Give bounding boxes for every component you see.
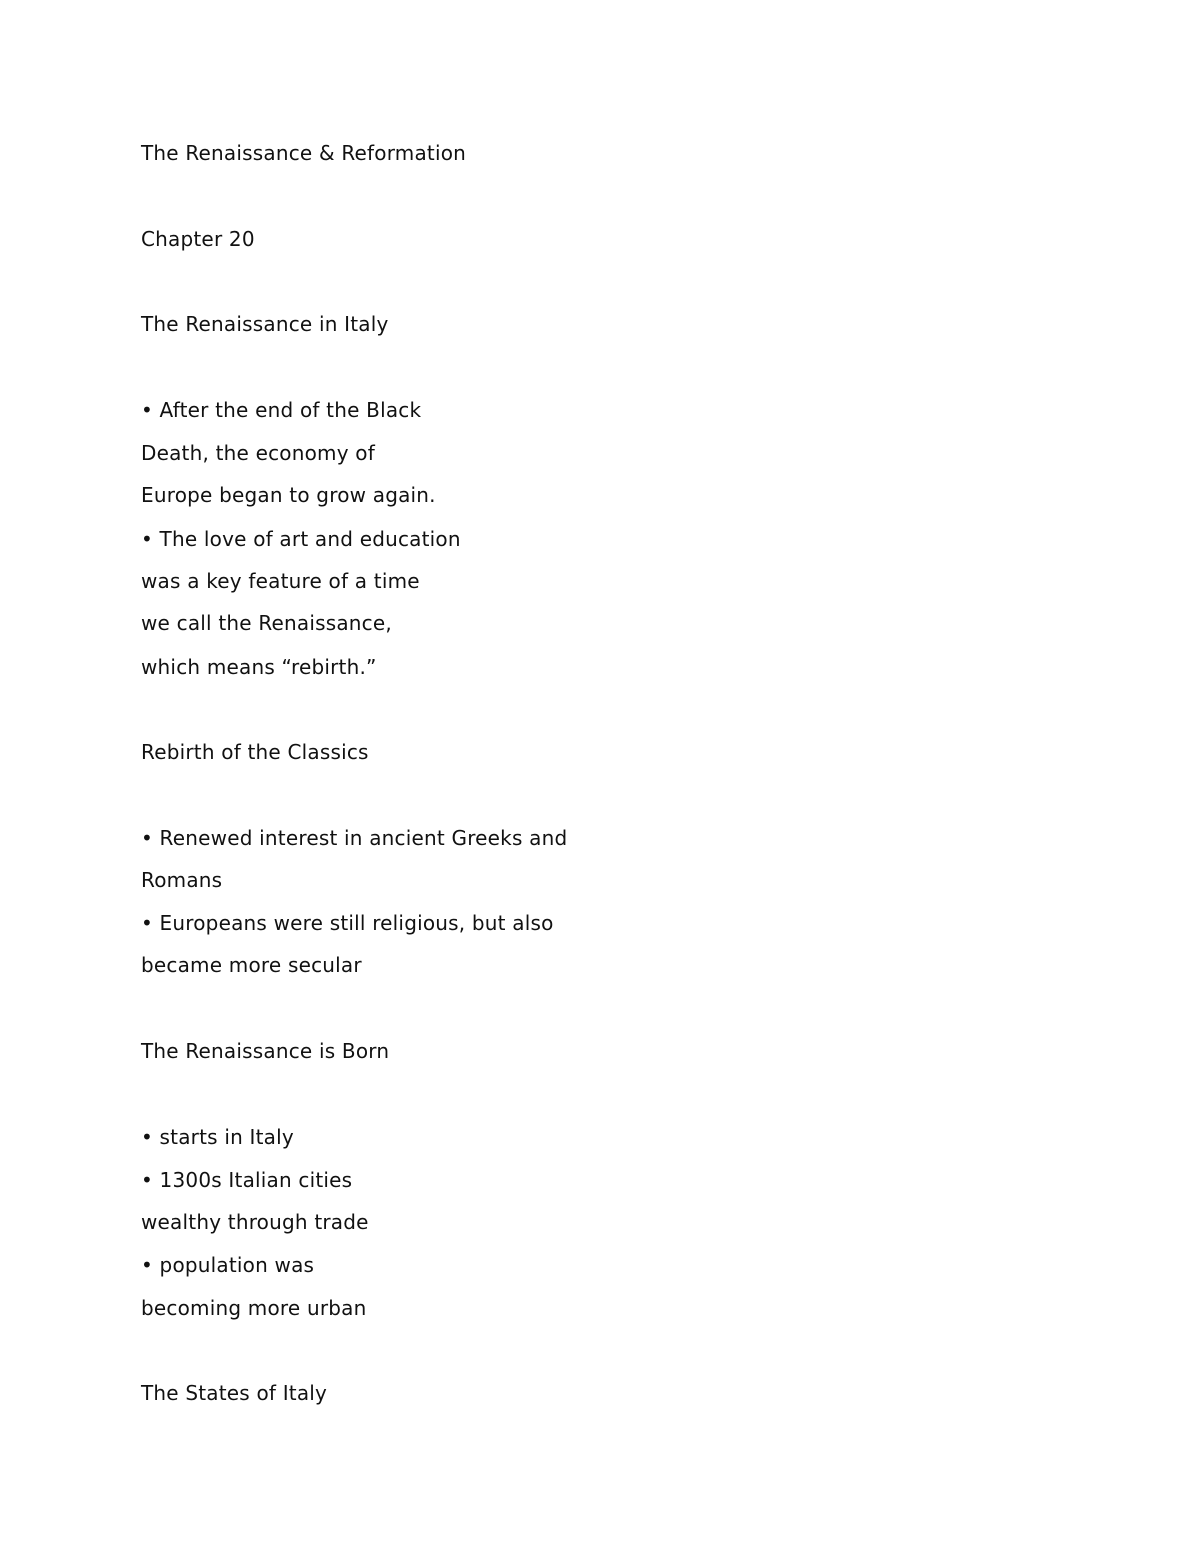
section-heading: The States of Italy (141, 1381, 328, 1405)
section-heading: The Renaissance is Born (141, 1039, 390, 1063)
text-line: becoming more urban (141, 1296, 367, 1320)
text-line: became more secular (141, 953, 362, 977)
text-line: • population was (141, 1253, 315, 1277)
section-heading: Rebirth of the Classics (141, 740, 369, 764)
text-line: Romans (141, 868, 223, 892)
text-line: Europe began to grow again. (141, 483, 436, 507)
text-line: was a key feature of a time (141, 569, 420, 593)
chapter-label: Chapter 20 (141, 227, 255, 251)
text-line: • 1300s Italian cities (141, 1168, 353, 1192)
text-line: we call the Renaissance, (141, 611, 392, 635)
text-line: • The love of art and education (141, 527, 461, 551)
text-line: • Europeans were still religious, but also (141, 911, 554, 935)
text-line: which means “rebirth.” (141, 655, 377, 679)
text-line: • starts in Italy (141, 1125, 294, 1149)
text-line: Death, the economy of (141, 441, 375, 465)
document-title: The Renaissance & Reformation (141, 141, 467, 165)
text-line: • Renewed interest in ancient Greeks and (141, 826, 568, 850)
text-line: wealthy through trade (141, 1210, 369, 1234)
section-heading: The Renaissance in Italy (141, 312, 389, 336)
text-line: • After the end of the Black (141, 398, 422, 422)
